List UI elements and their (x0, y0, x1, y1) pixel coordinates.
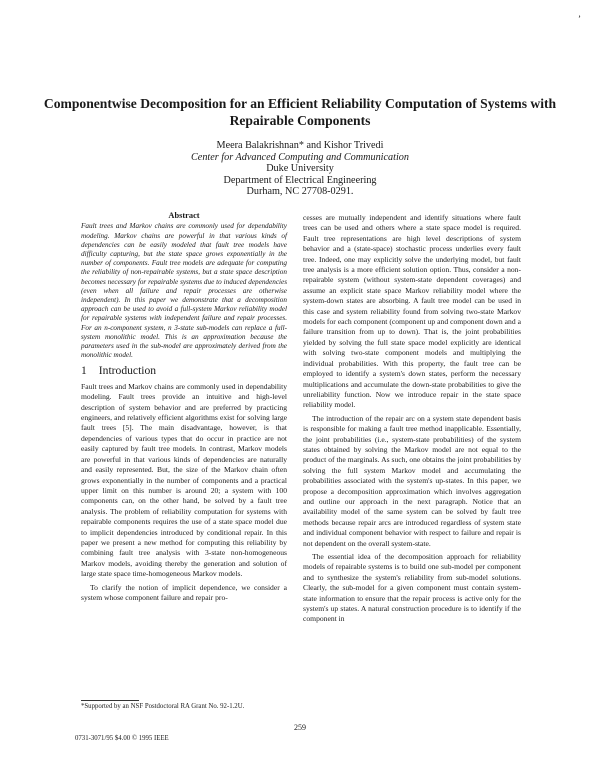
paper-title: Componentwise Decomposition for an Efficient Reliability Computation of Systems with Repairable Components (43, 96, 557, 128)
left-column (81, 211, 287, 606)
section-title: Introduction (98, 364, 157, 378)
abstract-heading: Abstract (168, 211, 200, 220)
corner-mark: ’ (578, 14, 581, 24)
author-names: Meera Balakrishnan* and Kishor Trivedi (216, 140, 384, 151)
right-paragraph-3: The essential idea of the decomposition approach for reliability models of repairable systems is to build one sub-model per component and to synthesize the system's reliability from sub-model solutions. Clearly, the sub-model for a given component must contain system-state information to ensure that the repair process is active only for the system's up states. A natural construction procedure is to identify if the component in (303, 552, 521, 624)
footnote: *Supported by an NSF Postdoctoral RA Grant No. 92-1.2U. (81, 703, 245, 710)
author-department: Department of Electrical Engineering (223, 174, 377, 186)
right-paragraph-1: cesses are mutually independent and identify situations where fault trees can be used and others where a state space model is required. Fault tree representations are high level descriptions of system behavior and a (state-space) stochastic process underlies every fault tree. Indeed, one may explicitly solve the underlying model, but fault tree analysis is a more efficient solution option. Thus, consider a non-repairable system (without system-state dependent coverages) and assume an explicit state space Markov reliability model where the system-down states are absorbing. A fault tree model can be used in this case and system reliability found from solving two-state Markov models for each component (component up and component down and a failure transition from up to down). That is, the joint probabilities yielded by solving the full state space model explicitly are identical with solving two-state component models and multiplying the individual probabilities. With this property, the fault tree can be employed to identify a system's down states, perform the necessary multiplications and accumulate the down-state probabilities to give the unreliability function. Now we introduce repair in the state space reliability model. (303, 213, 521, 410)
author-address: Durham, NC 27708-0291. (246, 186, 354, 198)
abstract-text: Fault trees and Markov chains are commonly used for dependability modeling. Markov chains are powerful in that various kinds of dependencies can be easily modeled that fault tree models have difficulty capturing, but the state space grows exponentially in the number of components. Fault tree models are adequate for computing the reliability of non-repairable systems, but a state space description becomes necessary for repairable systems due to induced dependencies (even when all failure and repair processes are otherwise independent). In this paper we demonstrate that a decomposition approach can be used to avoid a full-system Markov reliability model for repairable systems with independent failure and repair processes. For an n-component system, n 3-state sub-models can replace a full-system monolithic model. This is an approximation because the parameters used in the sub-model are approximately derived from the monolithic model. (81, 222, 287, 360)
section-heading-introduction (81, 366, 287, 376)
author-university: Duke University (266, 163, 334, 175)
intro-paragraph-1: Fault trees and Markov chains are commonly used in dependability modeling. Fault trees provide an intuitive and high-level description of system behavior and are preferred by practicing engineers, and relatively efficient algorithms exist for solving large fault trees [5]. The main disadvantage, however, is that dependencies of various types that do occur in practice are not easily captured by fault tree models. In contrast, Markov models are powerful in that various kinds of dependencies are naturally and easily represented. But, the size of the Markov chain often grows exponentially in the number of components and a practical upper limit on this number is around 20; a system with 100 components can, on the other hand, be solved by a fault tree analysis. The problem of reliability computation for systems with repairable components requires the use of a state space model due to implicit dependencies introduced by conditional repair. In this paper we present a new method for computing this reliability by combining fault tree analysis with 3-state non-homogeneous Markov models, avoiding thereby the generation and solution of large state space time-homogeneous Markov models. (81, 381, 287, 579)
section-number: 1 (81, 364, 87, 378)
right-column (303, 213, 521, 628)
copyright-line: 0731-3071/95 $4.00 © 1995 IEEE (75, 735, 169, 742)
page-number: 259 (294, 723, 306, 732)
author-block (100, 140, 500, 198)
intro-paragraph-2: To clarify the notion of implicit dependence, we consider a system whose component failure and repair pro- (81, 582, 287, 602)
right-paragraph-2: The introduction of the repair arc on a system state dependent basis is responsible for making a fault tree method inapplicable. Essentially, the joint probabilities (i.e., system-state probabilities) of the system states obtained by solving the Markov model are not equal to the product of the marginals. As such, one obtains the joint probabilities by solving the full system Markov model and accumulating the probabilities associated with the system's up-states. In this paper, we propose a decomposition approximation which involves aggregation and outline our approach in the next paragraph. Notice that an availability model of the same system can be solved by fault tree methods because repair arcs are introduced regardless of system state and individual component behavior with respect to failure and repair is not dependent on the overall system-state. (303, 413, 521, 548)
footnote-rule (81, 700, 139, 701)
author-affiliation: Center for Advanced Computing and Communication (191, 151, 409, 163)
